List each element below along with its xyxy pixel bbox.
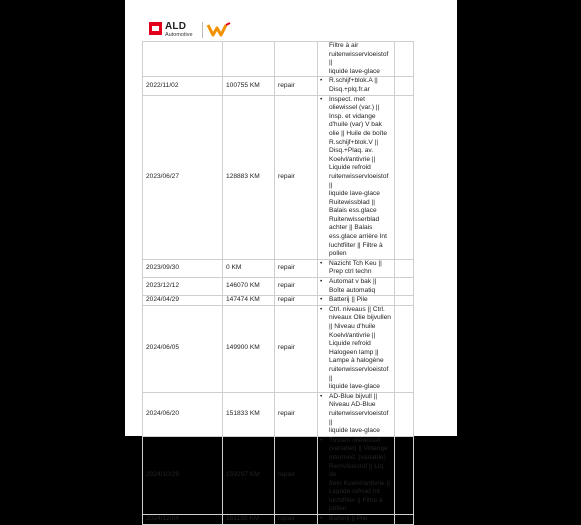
type-cell: repair <box>275 515 318 525</box>
bullet-icon <box>320 323 329 332</box>
bullet-icon <box>320 497 329 506</box>
note-text: liquide lave-glace <box>329 427 380 435</box>
note-text: Filtre à air <box>329 42 359 49</box>
note-text: Inspect. met <box>329 95 365 103</box>
date-cell: 2024/12/04 <box>143 515 223 525</box>
table-row <box>143 515 414 525</box>
note-line <box>320 51 392 68</box>
bullet-icon: • <box>320 278 323 286</box>
mileage-cell: 147474 KM <box>223 296 275 306</box>
note-text: Koelvl/antivrie || <box>329 155 376 163</box>
mileage-cell: 146070 KM <box>223 278 275 296</box>
note-text: luchtfilter || Filtre à <box>329 496 383 504</box>
note-line <box>320 357 392 366</box>
note-text: Disq.+plq.fr.ar <box>329 85 370 93</box>
note-text: Balais ess.glace <box>329 207 377 215</box>
date-cell <box>143 42 223 77</box>
note-line <box>320 147 392 156</box>
note-line <box>320 314 392 323</box>
empty-cell <box>395 515 414 525</box>
note-line <box>320 340 392 349</box>
note-line <box>320 515 392 524</box>
table-row <box>143 42 414 77</box>
empty-cell <box>395 296 414 306</box>
table-row <box>143 77 414 95</box>
note-text: Liquide refroid Int <box>329 488 380 496</box>
notes-cell <box>318 77 395 95</box>
type-cell: repair <box>275 392 318 436</box>
bullet-icon <box>320 86 329 95</box>
bullet-icon <box>320 190 329 199</box>
note-line <box>320 164 392 173</box>
note-text: Halogeen lamp || <box>329 348 379 356</box>
empty-cell <box>395 77 414 95</box>
bullet-icon: • <box>320 436 323 444</box>
table-row <box>143 95 414 259</box>
note-text: Batterij || Pile <box>329 515 368 523</box>
bullet-icon <box>320 340 329 349</box>
note-line <box>320 401 392 410</box>
date-cell: 2024/06/20 <box>143 392 223 436</box>
bullet-icon <box>320 454 329 463</box>
note-line <box>320 454 392 463</box>
note-text: Tussen oliewissel <box>329 436 381 444</box>
bullet-icon <box>320 242 329 251</box>
bullet-icon <box>320 113 329 122</box>
notes-cell <box>318 42 395 77</box>
note-line <box>320 113 392 122</box>
note-line <box>320 383 392 392</box>
date-cell: 2024/04/29 <box>143 296 223 306</box>
note-line <box>320 130 392 139</box>
note-text: ruitenwisservloeistof || <box>329 365 389 382</box>
note-text: niveaux Olie bijvullen <box>329 314 391 322</box>
empty-cell <box>395 278 414 296</box>
notes-cell <box>318 259 395 277</box>
note-line <box>320 224 392 233</box>
notes-cell <box>318 305 395 392</box>
note-line <box>320 216 392 225</box>
note-text: Batterij || Pile <box>329 296 368 304</box>
bullet-icon <box>320 104 329 113</box>
note-text: frein Koelvl/antivrie || <box>329 479 390 487</box>
table-row <box>143 296 414 306</box>
bullet-icon: • <box>320 259 323 267</box>
notes-cell <box>318 296 395 306</box>
note-line <box>320 445 392 454</box>
note-line <box>320 306 392 315</box>
bullet-icon: • <box>320 95 323 103</box>
empty-cell <box>395 436 414 514</box>
type-cell <box>275 42 318 77</box>
note-line <box>320 393 392 402</box>
note-line <box>320 86 392 95</box>
note-line <box>320 139 392 148</box>
mileage-cell: 151833 KM <box>223 392 275 436</box>
brand-subtitle: Automotive <box>165 32 193 38</box>
note-line <box>320 497 392 506</box>
bullet-icon: • <box>320 305 323 313</box>
bullet-icon <box>320 314 329 323</box>
partner-w-logo-icon <box>207 22 231 37</box>
date-cell: 2023/09/30 <box>143 259 223 277</box>
mileage-cell: 149900 KM <box>223 305 275 392</box>
note-text: AD-Blue bijvull || <box>329 392 378 400</box>
bullet-icon <box>320 216 329 225</box>
note-line <box>320 77 392 86</box>
note-text: Insp. et vidange <box>329 112 376 120</box>
note-text: || Niveau d'huile <box>329 323 376 330</box>
type-cell: repair <box>275 259 318 277</box>
note-text: Niveau AD-Blue <box>329 401 376 409</box>
bullet-icon <box>320 199 329 208</box>
note-text: ess.glace arrière Int <box>329 233 387 241</box>
notes-cell <box>318 95 395 259</box>
bullet-icon <box>320 268 329 277</box>
note-text: ruitenwisservloeistof || <box>329 409 389 426</box>
bullet-icon: • <box>320 77 323 85</box>
note-line <box>320 121 392 130</box>
empty-cell <box>395 259 414 277</box>
empty-cell <box>395 42 414 77</box>
maintenance-history-table <box>142 41 414 525</box>
bullet-icon <box>320 156 329 165</box>
bullet-icon <box>320 164 329 173</box>
note-text: Disq.+Plaq. av. <box>329 147 374 155</box>
bullet-icon <box>320 366 329 383</box>
note-line <box>320 68 392 77</box>
bullet-icon <box>320 505 329 514</box>
mileage-cell <box>223 42 275 77</box>
document-page <box>125 0 457 523</box>
note-line <box>320 199 392 208</box>
note-text: liquide lave-glace <box>329 67 380 75</box>
note-line <box>320 323 392 332</box>
note-line <box>320 366 392 383</box>
note-line <box>320 488 392 497</box>
note-text: d'huile (var) V bak <box>329 121 382 129</box>
note-line <box>320 437 392 446</box>
note-line <box>320 287 392 296</box>
note-text: Koelvl/antivrie || <box>329 331 376 339</box>
mileage-cell: 159297 KM <box>223 436 275 514</box>
bullet-icon <box>320 445 329 454</box>
mileage-cell: 128883 KM <box>223 95 275 259</box>
date-cell: 2023/12/12 <box>143 278 223 296</box>
note-text: Boîte automatiq <box>329 286 376 294</box>
note-text: oliewissel (var.) || <box>329 104 380 112</box>
notes-cell <box>318 392 395 436</box>
bullet-icon <box>320 332 329 341</box>
note-line <box>320 480 392 489</box>
type-cell: repair <box>275 77 318 95</box>
type-cell: repair <box>275 296 318 306</box>
date-cell: 2024/06/05 <box>143 305 223 392</box>
bullet-icon <box>320 463 329 480</box>
note-line <box>320 242 392 251</box>
note-text: Automat v bak || <box>329 278 377 286</box>
empty-cell <box>395 95 414 259</box>
table-row <box>143 436 414 514</box>
type-cell: repair <box>275 436 318 514</box>
bullet-icon <box>320 68 329 77</box>
ald-logo-mark <box>149 22 162 35</box>
date-cell: 2022/11/02 <box>143 77 223 95</box>
note-line <box>320 104 392 113</box>
bullet-icon <box>320 250 329 259</box>
note-line <box>320 173 392 190</box>
note-text: Ruitewissblad || <box>329 198 375 206</box>
mileage-cell: 161130 KM <box>223 515 275 525</box>
note-text: pollen <box>329 505 347 513</box>
bullet-icon <box>320 42 329 51</box>
note-text: R.schijf+blok.V || <box>329 138 379 146</box>
note-text: achter || Balais <box>329 224 373 232</box>
bullet-icon <box>320 139 329 148</box>
note-text: Liquide refroid <box>329 164 371 172</box>
mileage-cell: 100755 KM <box>223 77 275 95</box>
note-text: liquide lave-glace <box>329 383 380 391</box>
bullet-icon <box>320 427 329 436</box>
bullet-icon <box>320 287 329 296</box>
bullet-icon <box>320 51 329 68</box>
note-text: ruitenwisservloeistof || <box>329 50 389 67</box>
note-text: Nazicht Tch Keu || <box>329 259 382 267</box>
note-text: (variabel) || Vidange <box>329 445 388 453</box>
note-line <box>320 96 392 105</box>
bullet-icon <box>320 488 329 497</box>
empty-cell <box>395 392 414 436</box>
bullet-icon <box>320 480 329 489</box>
note-line <box>320 296 392 305</box>
bullet-icon: • <box>320 392 323 400</box>
note-line <box>320 349 392 358</box>
note-line <box>320 190 392 199</box>
bullet-icon <box>320 224 329 233</box>
note-text: intermed. (variable) <box>329 453 386 461</box>
note-text: olie || Huile de boîte <box>329 129 388 137</box>
notes-cell <box>318 278 395 296</box>
bullet-icon: • <box>320 296 323 304</box>
note-line <box>320 207 392 216</box>
table-row <box>143 278 414 296</box>
note-text: Lampe à halogène <box>329 357 384 365</box>
note-line <box>320 332 392 341</box>
table-row <box>143 259 414 277</box>
note-text: R.schijf+blok.A || <box>329 77 378 85</box>
note-text: Remvloeistof || Liq. de <box>329 462 385 479</box>
note-line <box>320 260 392 269</box>
note-line <box>320 250 392 259</box>
note-text: luchtfilter || Filtre à <box>329 241 383 249</box>
bullet-icon <box>320 233 329 242</box>
type-cell: repair <box>275 278 318 296</box>
note-line <box>320 233 392 242</box>
bullet-icon: • <box>320 515 323 523</box>
note-line <box>320 427 392 436</box>
bullet-icon <box>320 173 329 190</box>
date-cell: 2024/10/29 <box>143 436 223 514</box>
note-text: Ctrl. niveaus || Ctrl. <box>329 305 385 313</box>
empty-cell <box>395 305 414 392</box>
bullet-icon <box>320 147 329 156</box>
mileage-cell: 0 KM <box>223 259 275 277</box>
note-line <box>320 410 392 427</box>
notes-cell <box>318 436 395 514</box>
table-row <box>143 392 414 436</box>
brand-name: ALD <box>165 21 187 32</box>
note-line <box>320 463 392 480</box>
notes-cell <box>318 515 395 525</box>
note-text: Ruitenwisserblad <box>329 215 380 223</box>
bullet-icon <box>320 401 329 410</box>
bullet-icon <box>320 357 329 366</box>
table-row <box>143 305 414 392</box>
note-line <box>320 505 392 514</box>
type-cell: repair <box>275 95 318 259</box>
note-line <box>320 156 392 165</box>
note-line <box>320 42 392 51</box>
note-text: liquide lave-glace <box>329 190 380 198</box>
bullet-icon <box>320 383 329 392</box>
bullet-icon <box>320 130 329 139</box>
logo-divider <box>202 22 203 38</box>
bullet-icon <box>320 207 329 216</box>
note-text: ruitenwisservloeistof || <box>329 172 389 189</box>
note-text: Prep ctrl techn <box>329 268 372 276</box>
note-text: pollen <box>329 250 347 258</box>
note-text: Liquide refroid <box>329 340 371 348</box>
note-line <box>320 268 392 277</box>
bullet-icon <box>320 410 329 427</box>
bullet-icon <box>320 349 329 358</box>
bullet-icon <box>320 121 329 130</box>
note-line <box>320 278 392 287</box>
type-cell: repair <box>275 305 318 392</box>
date-cell: 2023/06/27 <box>143 95 223 259</box>
